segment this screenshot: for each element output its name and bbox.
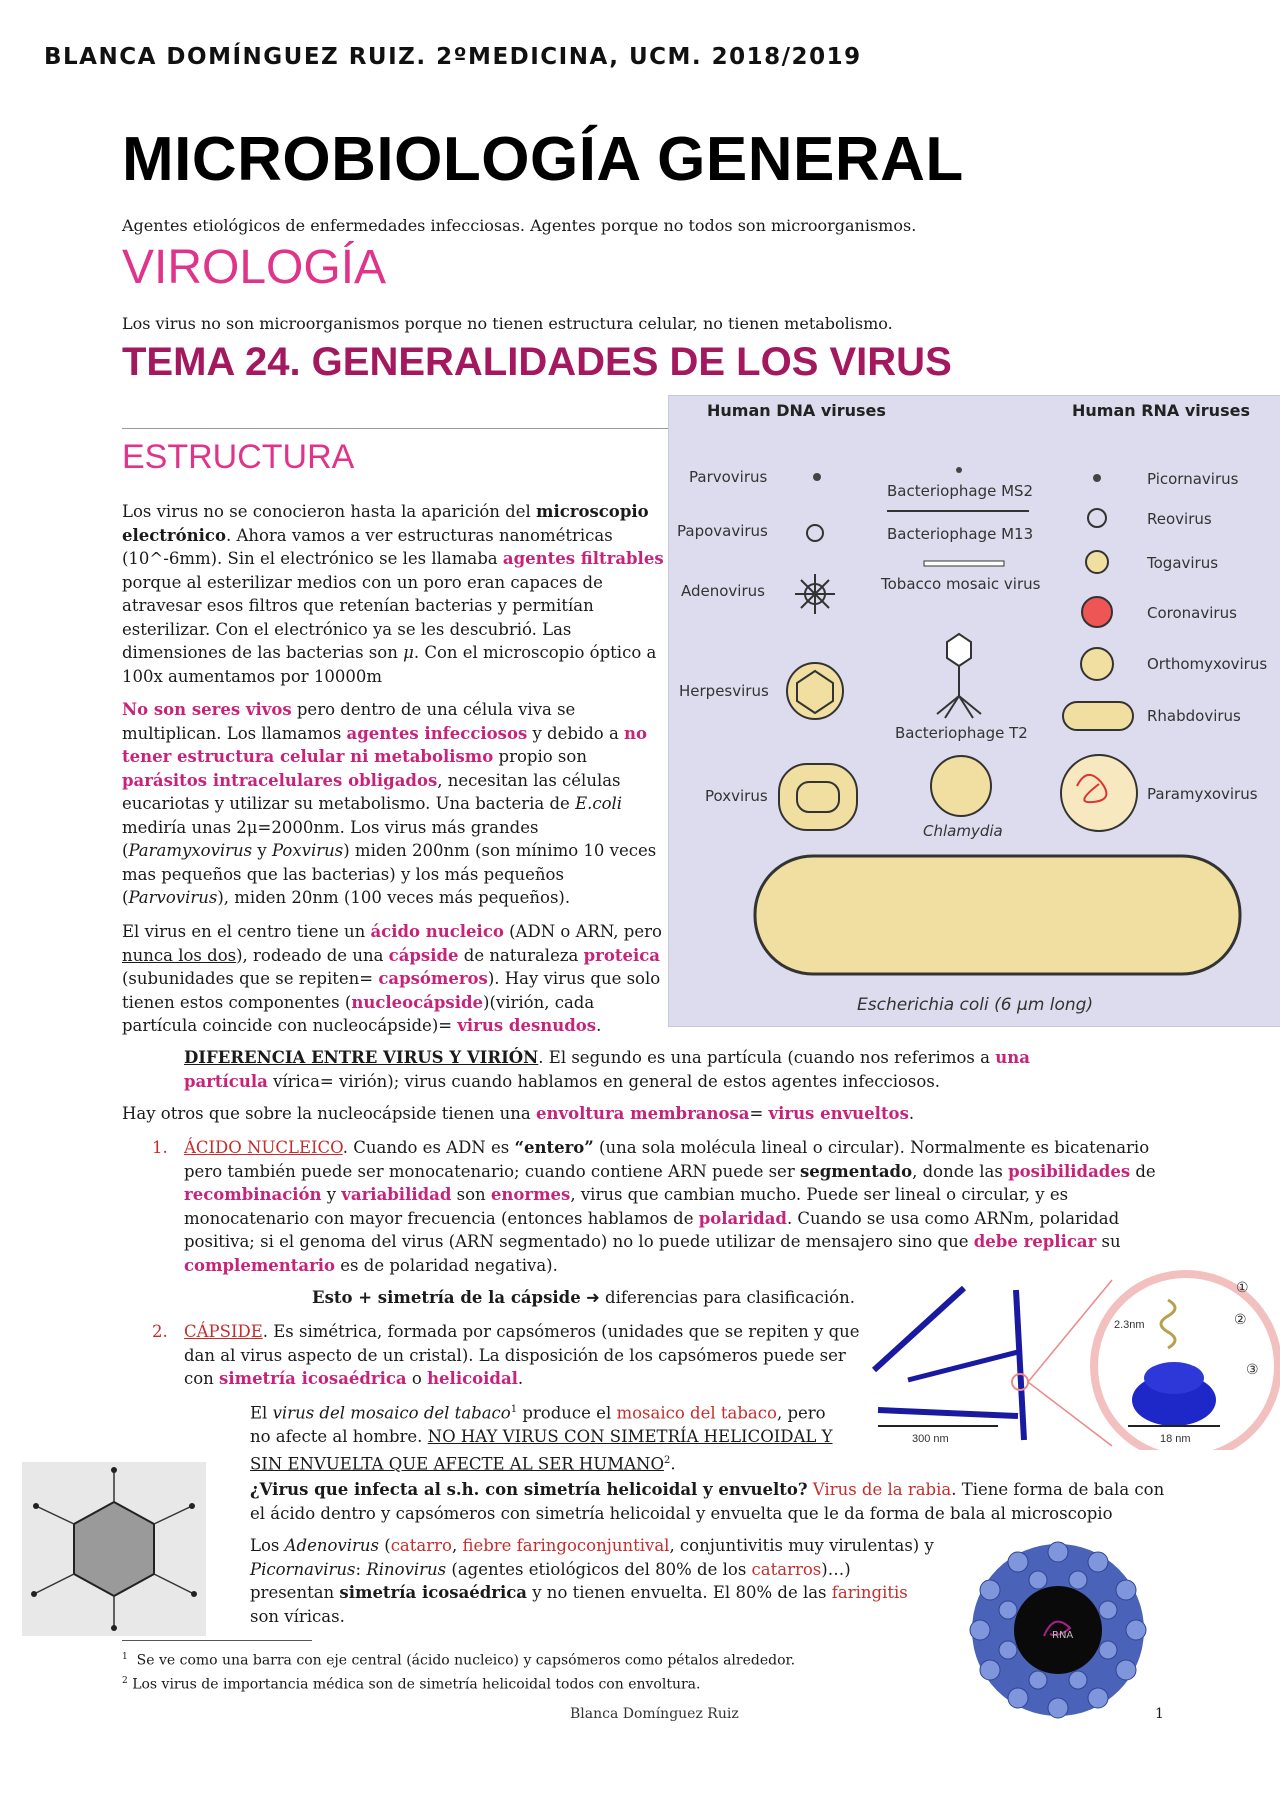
label-herpesvirus: Herpesvirus [679,682,769,700]
paragraph-microscopio: Los virus no se conocieron hasta la aparición del microscopio electrónico. Ahora vamos a ver estructuras nanométricas (10^-6mm). Sin el electrónico se les llamaba agentes filtrables porque al esterilizar medios con un poro eran capaces de atravesar esos filtros que retenían bacterias y permitían esterilizar. Con el electrónico ya se les descubrió. Las dimensiones de las bacterias son μ. Con el microscopio óptico a 100x aumentamos por 10000m [122,502,664,686]
label-m13: Bacteriophage M13 [887,525,1034,543]
label-chlamydia: Chlamydia [923,822,1003,840]
label-parvovirus: Parvovirus [689,468,768,486]
label-tmv: Tobacco mosaic virus [881,575,1041,593]
paragraph-adenovirus: Los Adenovirus (catarro, fiebre faringoconjuntival, conjuntivitis muy virulentas) y Picornavirus: Rinovirus (agentes etiológicos del 80% de los catarros)…) presentan simetría icosaédrica y no tienen envuelta. El 80% de las faringitis son víricas. [250,1536,934,1626]
rna-label: RNA [1052,1630,1074,1641]
virus-size-figure [668,395,1280,1027]
paragraph-tabaco: El virus del mosaico del tabaco$^1$ produce el mosaico del tabaco, pero no afecte al hombre. NO HAY VIRUS CON SIMETRÍA HELICOIDAL Y SIN ENVUELTA QUE AFECTE AL SER HUMANO$^2$. [250,1403,833,1473]
label-papovavirus: Papovavirus [677,522,768,540]
label-rhabdovirus: Rhabdovirus [1147,707,1241,725]
adenovirus-shape [795,574,835,614]
papovavirus-shape [807,525,823,541]
tmv-dim-label: 2.3nm [1114,1319,1145,1331]
label-reovirus: Reovirus [1147,510,1212,528]
paragraph-diferencia: DIFERENCIA ENTRE VIRUS Y VIRIÓN. El segundo es una partícula (cuando nos referimos a una partícula vírica= virión); virus cuando hablamos en general de estos agentes infecciosos. [184,1048,1030,1091]
label-poxvirus: Poxvirus [705,787,768,805]
reovirus-shape [1088,509,1106,527]
label-orthomyxovirus: Orthomyxovirus [1147,655,1268,673]
section-virologia: VIROLOGÍA [122,241,387,294]
orthomyxovirus-shape [1081,648,1113,680]
page-footer: Blanca Domínguez Ruiz [570,1706,739,1722]
label-ms2: Bacteriophage MS2 [887,482,1034,500]
picornavirus-shape [1093,474,1101,482]
chlamydia-shape [931,756,991,816]
herpesvirus-shape [787,663,843,719]
intro-text: Agentes etiológicos de enfermedades infecciosas. Agentes porque no todos son microorganismos. [122,216,917,235]
estructura-heading: ESTRUCTURA [122,438,355,476]
esto-line: Esto + simetría de la cápside ➜ diferencias para clasificación. [312,1288,855,1307]
t2-phage-shape [937,634,981,718]
paragraph-acido-nucleico: El virus en el centro tiene un ácido nucleico (ADN o ARN, pero nunca los dos), rodeado de una cápside de naturaleza proteica (subunidades que se repiten= capsómeros). Hay virus que solo tienen estos componentes (nucleocápside)(virión, cada partícula coincide con nucleocápside)= virus desnudos. [122,922,662,1035]
parvovirus-shape [813,473,821,481]
coronavirus-shape [1082,597,1112,627]
footnote-1: $^1$ Se ve como una barra con eje central (ácido nucleico) y capsómeros como pétalos alrededor. [122,1652,796,1669]
adenovirus-micrograph [22,1462,206,1636]
label-coronavirus: Coronavirus [1147,604,1237,622]
dna-header: Human DNA viruses [707,401,886,420]
list-number-1: 1. [152,1138,168,1157]
list-number-2: 2. [152,1322,168,1341]
helix-shape [1132,1300,1216,1426]
label-picornavirus: Picornavirus [1147,470,1239,488]
divider [122,428,670,429]
tema-heading: TEMA 24. GENERALIDADES DE LOS VIRUS [122,340,952,384]
marker-3: ③ [1246,1361,1259,1377]
tmv-shape [924,561,1004,566]
scale-18nm: 18 nm [1160,1433,1191,1445]
marker-1: ① [1236,1279,1249,1295]
label-t2: Bacteriophage T2 [895,724,1028,742]
document-header: BLANCA DOMÍNGUEZ RUIZ. 2ºMEDICINA, UCM. 2018/2019 [44,44,862,70]
poxvirus-shape [779,764,857,830]
page-title: MICROBIOLOGÍA GENERAL [122,125,964,194]
footnote-2: $^2$ Los virus de importancia médica son de simetría helicoidal todos con envoltura. [122,1676,701,1693]
rhabdovirus-shape [1063,702,1133,730]
paragraph-rabia: ¿Virus que infecta al s.h. con simetría helicoidal y envuelto? Virus de la rabia. Tiene forma de bala con el ácido dentro y capsómeros con simetría helicoidal y envuelta que le da forma de bala al microscopio [250,1480,1165,1523]
label-togavirus: Togavirus [1147,554,1219,572]
icosahedral-rna-virus-figure [968,1540,1148,1720]
paragraph-envuelta: Hay otros que sobre la nucleocápside tienen una envoltura membranosa= virus envueltos. [122,1104,915,1123]
paragraph-seres-vivos: No son seres vivos pero dentro de una célula viva se multiplican. Los llamamos agentes infecciosos y debido a no tener estructura celular ni metabolismo propio son parásitos intracelulares obligados, necesitan las células eucariotas y utilizar su metabolismo. Una bacteria de E.coli mediría unas 2μ=2000nm. Los virus más grandes (Paramyxovirus y Poxvirus) miden 200nm (son mínimo 10 veces mas pequeños que las bacterias) y los más pequeños (Parvovirus), miden 20nm (100 veces más pequeños). [122,700,657,907]
page-number: 1 [1155,1706,1164,1722]
label-paramyxovirus: Paramyxovirus [1147,785,1258,803]
tmv-helical-figure [868,1270,1280,1450]
rna-header: Human RNA viruses [1072,401,1250,420]
footnote-rule [122,1640,312,1641]
label-ecoli: Escherichia coli (6 μm long) [857,995,1094,1015]
marker-2: ② [1234,1311,1247,1327]
ms2-shape [956,467,962,473]
ecoli-shape [755,856,1240,974]
label-adenovirus: Adenovirus [681,582,765,600]
virologia-text: Los virus no son microorganismos porque no tienen estructura celular, no tienen metabolismo. [122,314,893,333]
list-item-acido-nucleico: ÁCIDO NUCLEICO. Cuando es ADN es “entero” (una sola molécula lineal o circular). Normalmente es bicatenario pero también puede ser monocatenario; cuando contiene ARN puede ser segmentado, donde las posibilidades de recombinación y variabilidad son enormes, virus que cambian mucho. Puede ser lineal o circular, y es monocatenario con mayor frecuencia (entonces hablamos de polaridad. Cuando se usa como ARNm, polaridad positiva; si el genoma del virus (ARN segmentado) no lo puede utilizar de mensajero sino que debe replicar su complementario es de polaridad negativa). [184,1138,1156,1275]
scale-300nm: 300 nm [912,1433,949,1445]
list-item-capside: CÁPSIDE. Es simétrica, formada por capsómeros (unidades que se repiten y que dan al virus aspecto de un cristal). La disposición de los capsómeros puede ser con simetría icosaédrica o helicoidal. [184,1322,860,1388]
paramyxovirus-shape [1061,755,1137,831]
togavirus-shape [1086,551,1108,573]
